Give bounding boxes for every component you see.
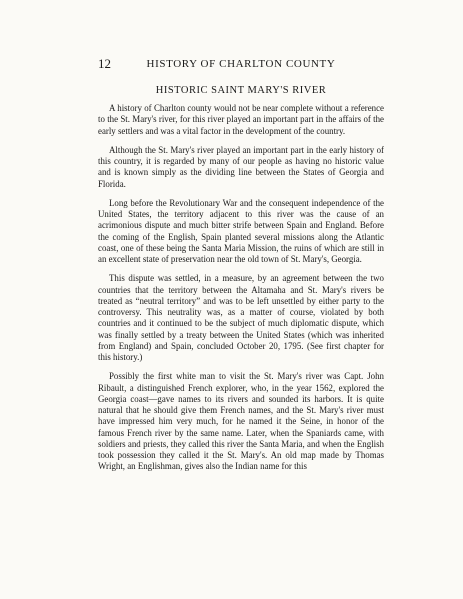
paragraph-1: A history of Charlton county would not be near complete without a reference to the St. Mary's river, for this river played an important part in the affairs of the early settlers and was a vital factor in the development of the country. [98, 103, 384, 136]
running-head: HISTORY OF CHARLTON COUNTY [146, 58, 336, 70]
page-number: 12 [98, 56, 111, 71]
paragraph-4: This dispute was settled, in a measure, by an agreement between the two countries that the territory between the Altamaha and St. Mary's rivers be treated as “neutral territory” and was to be left unsettled by either party to the controversy. This neutrality was, as a matter of course, violated by both countries and it continued to be the subject of much diplomatic dispute, which was finally settled by a treaty between the United States (which was inherited from England) and Spain, concluded October 20, 1795. (See first chapter for this history.) [98, 273, 384, 362]
body-text [98, 103, 384, 473]
chapter-title: HISTORIC SAINT MARY'S RIVER [155, 85, 327, 96]
paragraph-2: Although the St. Mary's river played an important part in the early history of this country, it is regarded by many of our people as having no historic value and is known simply as the dividing line between the States of Georgia and Florida. [98, 144, 384, 189]
paragraph-3: Long before the Revolutionary War and the consequent independence of the United States, the territory adjacent to this river was the cause of an acrimonious dispute and much bitter strife between Spain and England. Before the coming of the English, Spain planted several missions along the Atlantic coast, one of these being the Santa Maria Mission, the ruins of which are still in an excellent state of preservation near the old town of St. Mary's, Georgia. [98, 197, 384, 264]
page-header [98, 56, 384, 72]
paragraph-5: Possibly the first white man to visit the St. Mary's river was Capt. John Ribault, a distinguished French explorer, who, in the year 1562, explored the Georgia coast—gave names to its rivers and sounded its harbors. It is quite natural that he should give them French names, and the St. Mary's river must have impressed him very much, for he named it the Seine, in honor of the famous French river by the same name. Later, when the Spaniards came, with soldiers and priests, they called this river the Santa Maria, and when the English took possession they called it the St. Mary's. An old map made by Thomas Wright, an Englishman, gives also the Indian name for this [98, 371, 384, 472]
